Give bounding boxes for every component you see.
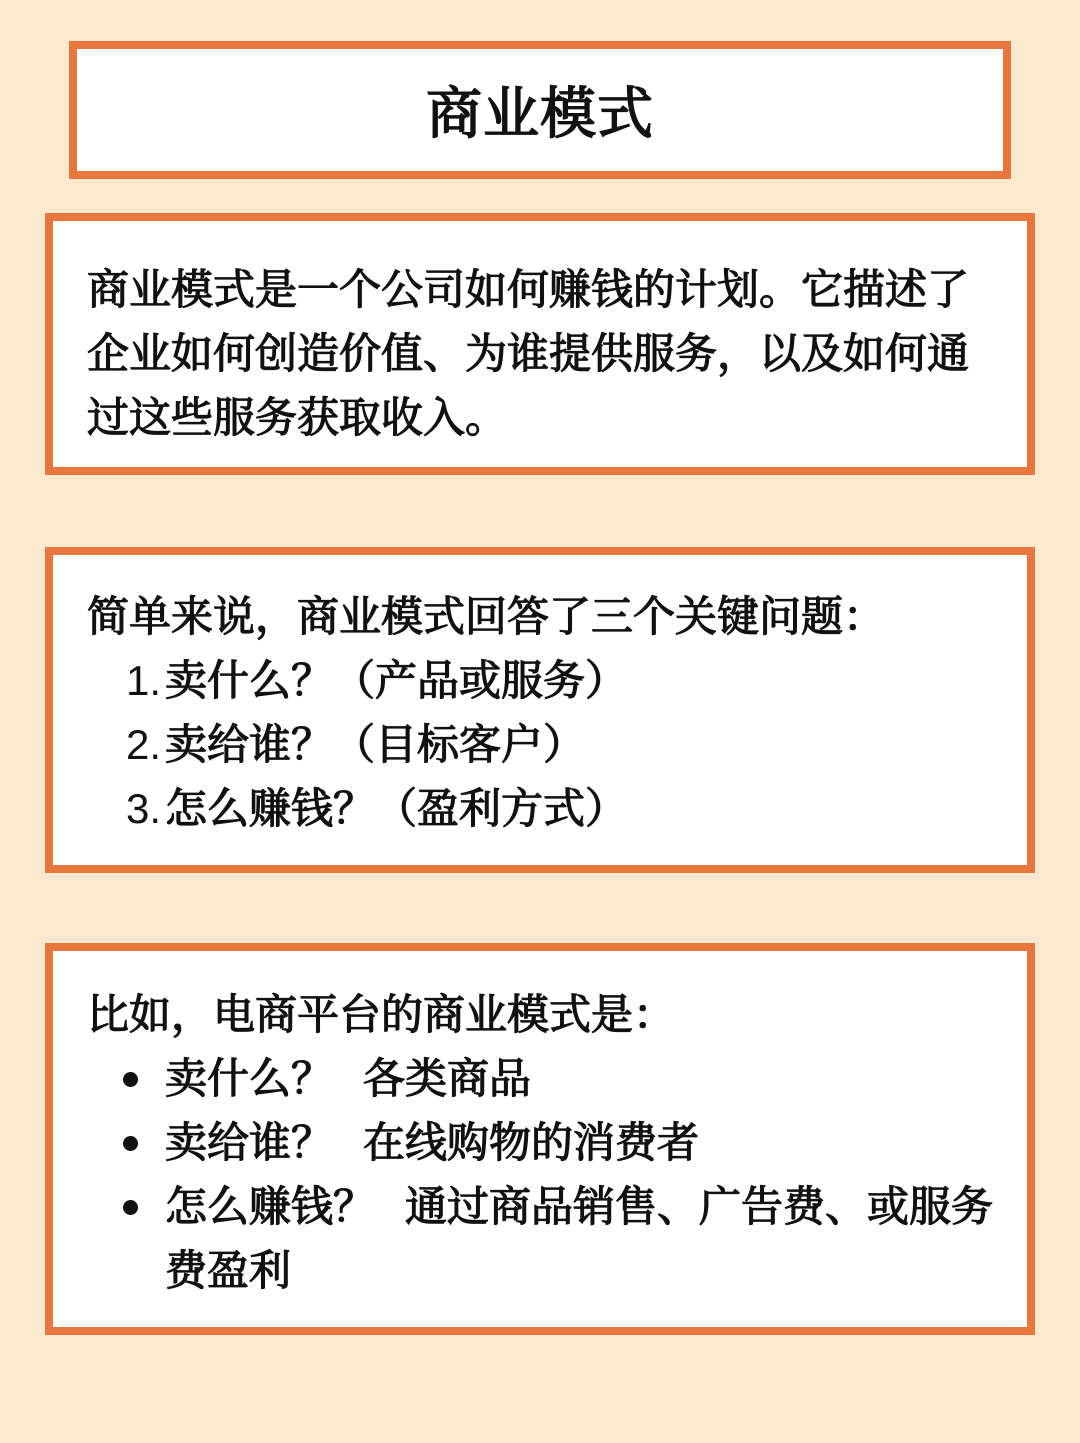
item-answer: 通过商品销售、广告费、或服务费盈利 — [165, 1182, 994, 1295]
list-item — [87, 1175, 997, 1303]
intro-paragraph: 商业模式是一个公司如何赚钱的计划。它描述了企业如何创造价值、为谁提供服务，以及如何通过这些服务获取收入。 — [87, 265, 970, 442]
item-question: 卖给谁？ — [165, 1118, 334, 1167]
list-item — [87, 777, 997, 841]
item-text: 卖给谁？（目标客户） — [165, 720, 586, 769]
bullet-icon — [87, 1175, 165, 1303]
summary-lead: 简单来说，商业模式回答了三个关键问题： — [87, 592, 886, 641]
item-text — [165, 1175, 997, 1303]
example-list — [87, 1047, 997, 1303]
list-item — [87, 713, 997, 777]
item-text: 卖什么？（产品或服务） — [165, 656, 628, 705]
example-box — [45, 943, 1035, 1335]
item-text — [165, 1047, 997, 1111]
key-questions-list — [87, 649, 997, 841]
item-number: 3. — [125, 785, 161, 832]
intro-box — [45, 213, 1035, 475]
item-question: 卖什么？ — [165, 1054, 334, 1103]
bullet-icon — [87, 1111, 165, 1175]
item-question: 怎么赚钱？ — [165, 1182, 376, 1231]
item-text — [165, 1111, 997, 1175]
item-answer: 在线购物的消费者 — [363, 1118, 700, 1167]
summary-box — [45, 547, 1035, 873]
item-number: 2. — [125, 721, 161, 768]
list-item — [87, 1111, 997, 1175]
example-lead: 比如，电商平台的商业模式是： — [87, 990, 676, 1039]
item-text: 怎么赚钱？（盈利方式） — [165, 784, 628, 833]
title-box — [69, 41, 1011, 179]
list-item — [87, 649, 997, 713]
list-item — [87, 1047, 997, 1111]
item-answer: 各类商品 — [363, 1054, 532, 1103]
page-title: 商业模式 — [426, 82, 654, 147]
bullet-icon — [87, 1047, 165, 1111]
item-number: 1. — [125, 657, 161, 704]
